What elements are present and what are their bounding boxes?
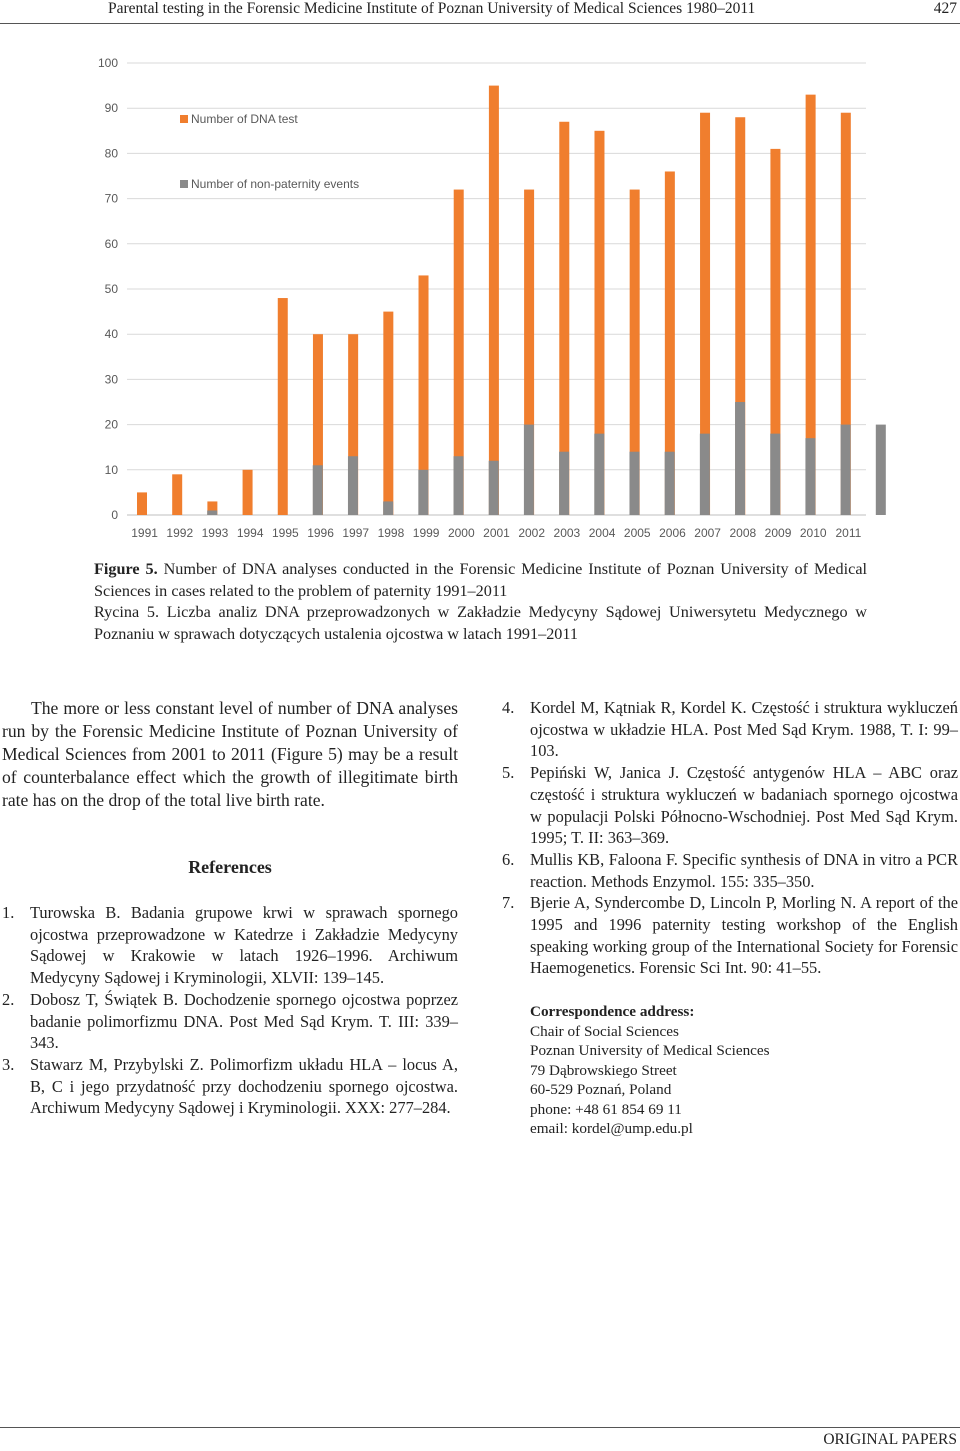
legend-swatch — [180, 180, 188, 188]
body-paragraph: The more or less constant level of number of DNA analyses run by the Forensic Medicine Institute of Poznan University of Medical Sciences from 2001 to 2011 (Figure 5) may be a result of counterbalance effect which the growth of illegitimate birth rate has on the drop of the total live birth rate. — [2, 698, 458, 810]
reference-text: Mullis KB, Faloona F. Specific synthesis of DNA in vitro a PCR reaction. Methods Enzymol. 155: 335–350. — [530, 849, 958, 891]
correspondence-line: Chair of Social Sciences — [530, 1022, 679, 1040]
x-tick-label: 2004 — [588, 526, 616, 540]
reference-number: 2. — [2, 989, 15, 1009]
running-head — [0, 0, 960, 24]
dna-test-bar — [172, 474, 182, 515]
non-paternity-bar — [383, 501, 393, 515]
x-tick-label: 2001 — [483, 526, 510, 540]
y-tick-label: 30 — [104, 372, 118, 387]
reference-text: Bjerie A, Syndercombe D, Lincoln P, Morling N. A report of the 1995 and 1996 paternity testing workshop of the English speaking working group of the International Society for Forensic Haemogenetics. Forensic Sci Int. 90: 41–55. — [530, 893, 958, 978]
y-tick-label: 60 — [104, 236, 118, 251]
legend-label: Number of non-paternity events — [191, 177, 360, 191]
non-paternity-bar — [594, 434, 604, 515]
reference-number: 7. — [502, 893, 515, 913]
references-heading: References — [188, 857, 272, 877]
correspondence-address — [530, 1002, 958, 1139]
non-paternity-bar — [841, 425, 851, 515]
x-tick-label: 2005 — [623, 526, 651, 540]
reference-text: Turowska B. Badania grupowe krwi w sprawach spornego ojcostwa przeprowadzone w Katedrze i Zakładzie Medycyny Sądowej w Krakowie w latach 1926–1996. Archiwum Medycyny Sądowej i Kryminologii, XLVII: 139–145. — [30, 903, 458, 988]
non-paternity-bar — [313, 465, 323, 515]
y-tick-label: 100 — [97, 56, 118, 70]
y-tick-label: 0 — [111, 508, 118, 522]
dna-test-bar — [137, 492, 147, 515]
legend-swatch — [180, 115, 188, 123]
correspondence-heading: Correspondence address: — [530, 1003, 695, 1020]
dna-test-bar — [489, 86, 499, 515]
section-footer: ORIGINAL PAPERS — [823, 1431, 957, 1448]
reference-number: 6. — [502, 849, 515, 869]
dna-test-bar — [278, 298, 288, 515]
reference-item — [2, 902, 458, 989]
chart-legend — [180, 112, 359, 191]
reference-item — [502, 697, 958, 762]
reference-number: 3. — [2, 1054, 15, 1074]
x-tick-label: 2006 — [659, 526, 686, 540]
x-tick-label: 2003 — [553, 526, 581, 540]
chart-bars — [137, 86, 886, 515]
x-tick-label: 1993 — [201, 526, 229, 540]
correspondence-line: 79 Dąbrowskiego Street — [530, 1061, 677, 1079]
caption-english — [94, 559, 867, 602]
non-paternity-bar — [524, 425, 534, 515]
x-tick-label: 2000 — [447, 526, 475, 540]
x-tick-label: 1994 — [236, 526, 264, 540]
reference-number: 4. — [502, 698, 515, 717]
non-paternity-bar — [629, 452, 639, 515]
legend-label: Number of DNA test — [191, 112, 298, 126]
reference-number: 5. — [502, 763, 515, 783]
reference-item — [2, 989, 458, 1054]
dna-test-bar — [383, 312, 393, 515]
reference-item — [502, 762, 958, 849]
figure-5-bar-chart — [0, 40, 960, 548]
figure-caption — [94, 559, 867, 645]
x-tick-label: 1991 — [131, 526, 158, 540]
non-paternity-bar — [876, 425, 886, 515]
y-tick-label: 10 — [104, 462, 118, 477]
x-tick-label: 2011 — [835, 526, 862, 540]
y-tick-label: 80 — [104, 146, 118, 161]
caption-polish: Rycina 5. Liczba analiz DNA przeprowadzonych w Zakładzie Medycyny Sądowej Uniwersytetu Medycznego w Poznaniu w sprawach dotyczących ustalenia ojcostwa w latach 1991–2011 — [94, 603, 867, 643]
x-tick-label: 1992 — [166, 526, 194, 540]
x-tick-label: 2007 — [694, 526, 721, 540]
x-tick-label: 2008 — [729, 526, 757, 540]
y-tick-label: 50 — [104, 282, 118, 296]
footer-rule — [0, 1427, 960, 1428]
x-tick-label: 1999 — [412, 526, 440, 540]
x-tick-label: 1997 — [342, 526, 370, 540]
x-axis-tick-labels — [131, 526, 861, 540]
x-tick-label: 1996 — [307, 526, 334, 540]
page-number: 427 — [933, 0, 957, 17]
y-tick-label: 90 — [104, 101, 118, 116]
reference-item — [502, 849, 958, 892]
reference-text: Dobosz T, Świątek B. Dochodzenie spornego ojcostwa poprzez badanie polimorfizmu DNA. Post Med Sąd Krym. T. III: 339–343. — [30, 989, 458, 1053]
non-paternity-bar — [418, 470, 428, 515]
non-paternity-bar — [489, 461, 499, 515]
reference-item — [502, 892, 958, 979]
non-paternity-bar — [770, 434, 780, 515]
y-tick-label: 40 — [104, 327, 118, 342]
non-paternity-bar — [805, 438, 815, 515]
references-list-left — [2, 902, 458, 1119]
references-list-right — [502, 697, 958, 979]
dna-test-bar — [243, 470, 253, 515]
x-tick-label: 2009 — [764, 526, 792, 540]
caption-label: Figure 5. — [94, 560, 158, 578]
y-tick-label: 20 — [104, 417, 118, 432]
x-tick-label: 1998 — [377, 526, 405, 540]
non-paternity-bar — [454, 456, 464, 515]
non-paternity-bar — [348, 456, 358, 515]
y-axis-tick-labels — [98, 56, 118, 522]
reference-text: Pepiński W, Janica J. Częstość antygenów HLA – ABC oraz częstość i struktura wykluczeń w badaniach spornego ojcostwa w populacji Polski Północno-Wschodniej. Post Med Sąd Krym. 1995; T. II: 363–369. — [530, 763, 958, 848]
x-tick-label: 2002 — [518, 526, 546, 540]
reference-text: Kordel M, Kątniak R, Kordel K. Częstość i struktura wykluczeń ojcostwa w układzie HLA. Post Med Sąd Krym. 1988, T. I: 99–103. — [530, 698, 958, 761]
non-paternity-bar — [665, 452, 675, 515]
reference-number: 1. — [2, 903, 15, 922]
caption-english-text: Number of DNA analyses conducted in the Forensic Medicine Institute of Poznan University of Medical Sciences in cases related to the problem of paternity 1991–2011 — [94, 560, 868, 600]
non-paternity-bar — [207, 510, 217, 515]
x-tick-label: 1995 — [272, 526, 299, 540]
x-tick-label: 2010 — [799, 526, 827, 540]
running-head-title: Parental testing in the Forensic Medicine Institute of Poznan University of Medical Sciences 1980–2011 — [108, 0, 756, 17]
correspondence-line: phone: +48 61 854 69 11 — [530, 1100, 682, 1118]
reference-item — [2, 1054, 458, 1119]
correspondence-email: email: kordel@ump.edu.pl — [530, 1120, 693, 1137]
reference-text: Stawarz M, Przybylski Z. Polimorfizm układu HLA – locus A, B, C i jego przydatność przy dochodzeniu spornego ojcostwa. Archiwum Medycyny Sądowej i Kryminologii. XXX: 277–284. — [30, 1054, 458, 1118]
correspondence-line: 60-529 Poznań, Poland — [530, 1081, 672, 1098]
y-tick-label: 70 — [104, 191, 118, 206]
non-paternity-bar — [735, 402, 745, 515]
correspondence-line: Poznan University of Medical Sciences — [530, 1042, 770, 1059]
non-paternity-bar — [700, 434, 710, 515]
non-paternity-bar — [559, 452, 569, 515]
